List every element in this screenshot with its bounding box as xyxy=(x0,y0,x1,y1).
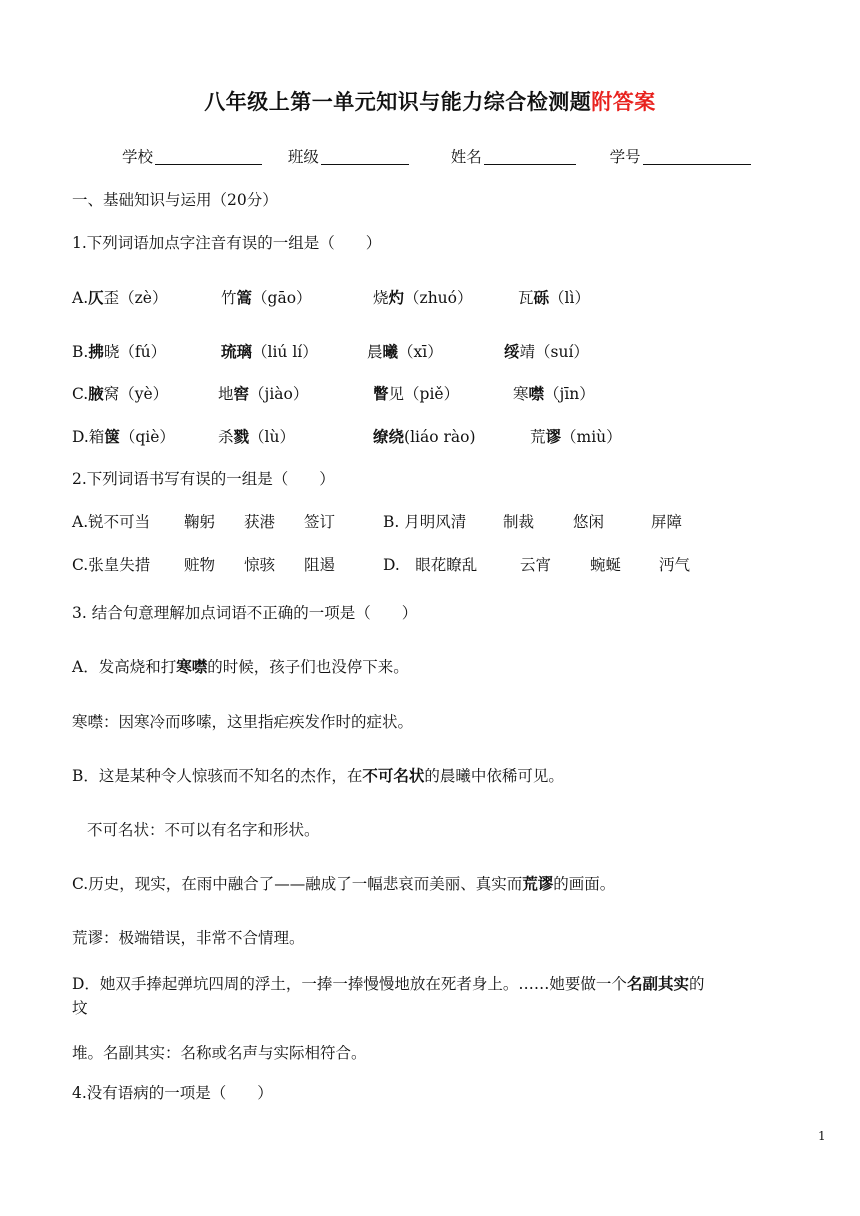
question-4-stem: 4.没有语病的一项是（ ） xyxy=(72,1084,273,1102)
q1-option-d-item-2: 杀戮（lù） xyxy=(218,427,295,446)
q2-word: 赃物 xyxy=(184,556,216,574)
page-number: 1 xyxy=(818,1129,826,1143)
q1-option-b-item-1: B.拂晓（fú） xyxy=(72,342,167,361)
q1-option-b-item-2: 琉璃（liú lí） xyxy=(221,342,318,361)
q1-option-c-item-4: 寒噤（jīn） xyxy=(513,384,595,403)
school-label: 学校 xyxy=(122,148,154,166)
q2-word: A.锐不可当 xyxy=(72,513,151,531)
name-label: 姓名 xyxy=(450,148,482,166)
q3-option-d-explanation: 堆。名副其实：名称或名声与实际相符合。 xyxy=(72,1044,367,1062)
question-3-stem: 3. 结合句意理解加点词语不正确的一项是（ ） xyxy=(72,604,418,622)
q2-word: 云宵 xyxy=(520,556,552,574)
q1-option-c-item-3: 瞥见（piě） xyxy=(373,384,460,403)
class-blank xyxy=(321,148,409,165)
q2-word: 获港 xyxy=(244,513,276,531)
q2-word: 蜿蜒 xyxy=(590,556,622,574)
q2-word: 阻遏 xyxy=(304,556,336,574)
q3-option-c: C.历史，现实，在雨中融合了——融成了一幅悲哀而美丽、真实而荒谬的画面。 xyxy=(72,874,616,893)
q1-option-c-item-2: 地窖（jiào） xyxy=(218,384,309,403)
q1-option-d-item-4: 荒谬（miù） xyxy=(530,427,622,446)
q1-option-c-item-1: C.腋窝（yè） xyxy=(72,384,169,403)
q3-option-c-explanation: 荒谬：极端错误，非常不合情理。 xyxy=(72,929,305,947)
q3-option-d: D．她双手捧起弹坑四周的浮土，一捧一捧慢慢地放在死者身上。……她要做一个名副其实的 xyxy=(72,974,705,993)
q2-word: 制裁 xyxy=(503,513,535,531)
page-title xyxy=(0,86,860,116)
q1-option-d-item-1: D.箱箧（qiè） xyxy=(72,427,175,446)
q2-word: 鞠躬 xyxy=(184,513,216,531)
q2-word: C.张皇失措 xyxy=(72,556,151,574)
q3-option-d-wrap: 坟 xyxy=(72,999,88,1017)
name-blank xyxy=(484,148,576,165)
q3-option-a: A．发高烧和打寒噤的时候，孩子们也没停下来。 xyxy=(72,657,409,676)
q1-option-a-item-1: A.仄歪（zè） xyxy=(72,288,168,307)
q1-option-b-item-3: 晨曦（xī） xyxy=(367,342,443,361)
q1-option-a-item-4: 瓦砾（lì） xyxy=(518,288,590,307)
q3-option-b-explanation: 不可名状：不可以有名字和形状。 xyxy=(87,821,320,839)
question-1-stem: 1.下列词语加点字注音有误的一组是（ ） xyxy=(72,234,382,252)
school-blank xyxy=(155,148,262,165)
q3-option-b: B．这是某种令人惊骇而不知名的杰作，在不可名状的晨曦中依稀可见。 xyxy=(72,766,564,785)
q2-word: 惊骇 xyxy=(244,556,276,574)
section-heading: 一、基础知识与运用（20分） xyxy=(72,191,278,209)
question-2-stem: 2.下列词语书写有误的一组是（ ） xyxy=(72,470,335,488)
q2-word: B. 月明风清 xyxy=(383,513,467,531)
q2-word: 签订 xyxy=(304,513,336,531)
q2-word: 沔气 xyxy=(659,556,691,574)
q2-word: D. 眼花瞭乱 xyxy=(383,556,478,574)
number-label: 学号 xyxy=(609,148,641,166)
student-info-line xyxy=(122,145,751,167)
q1-option-a-item-2: 竹篙（gāo） xyxy=(221,288,312,307)
number-blank xyxy=(643,148,751,165)
q1-option-d-item-3: 缭绕(liáo rào) xyxy=(373,427,476,446)
title-answer-suffix: 附答案 xyxy=(591,89,656,114)
title-main: 八年级上第一单元知识与能力综合检测题 xyxy=(204,89,592,114)
q3-option-a-explanation: 寒噤：因寒冷而哆嗦，这里指疟疾发作时的症状。 xyxy=(72,713,414,731)
q1-option-b-item-4: 绥靖（suí） xyxy=(504,342,589,361)
q1-option-a-item-3: 烧灼（zhuó） xyxy=(373,288,473,307)
q2-word: 屏障 xyxy=(651,513,683,531)
q2-word: 悠闲 xyxy=(573,513,605,531)
class-label: 班级 xyxy=(287,148,319,166)
